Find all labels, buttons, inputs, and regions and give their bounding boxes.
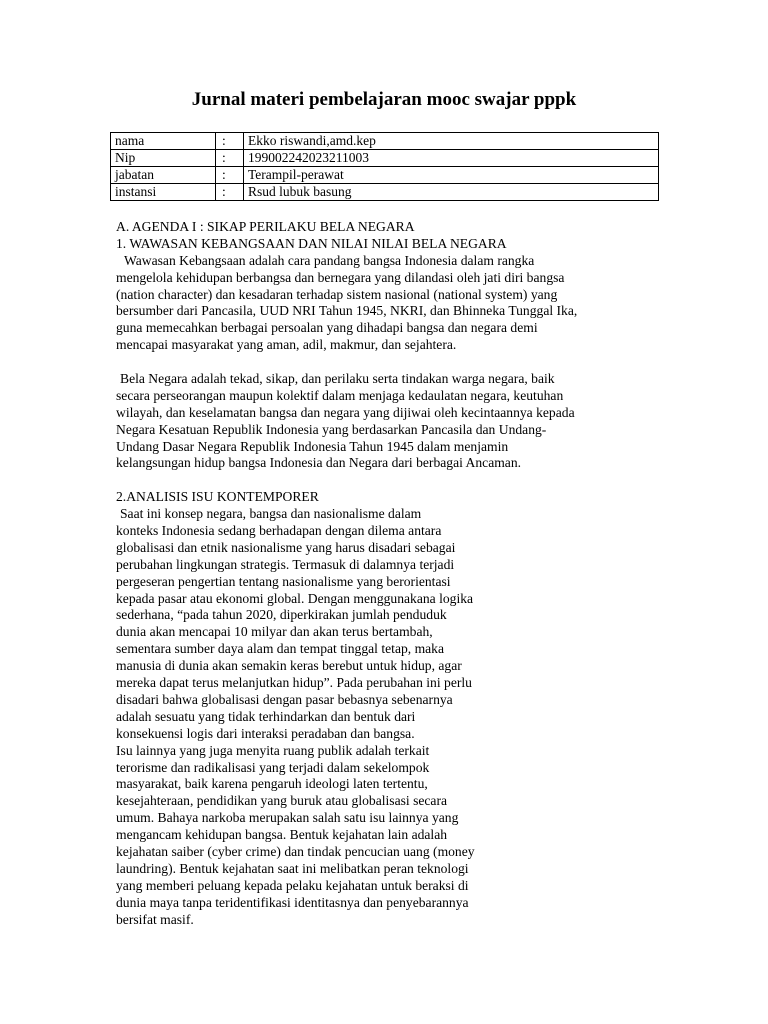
section-2-paragraph-2 [116, 743, 656, 929]
paragraph-line: dunia akan mencapai 10 milyar dan akan terus bertambah, [116, 624, 433, 640]
paragraph-line: Bela Negara adalah tekad, sikap, dan perilaku serta tindakan warga negara, baik [120, 371, 555, 387]
identity-table [110, 132, 659, 201]
identity-separator: : [216, 167, 244, 184]
paragraph-line: mengancam kehidupan bangsa. Bentuk kejahatan lain adalah [116, 827, 448, 843]
identity-row [111, 133, 659, 150]
identity-row [111, 150, 659, 167]
identity-label: jabatan [111, 167, 216, 184]
paragraph-line: mereka dapat terus melanjutkan hidup”. Pada perubahan ini perlu [116, 675, 472, 691]
paragraph-line: mencapai masyarakat yang aman, adil, makmur, dan sejahtera. [116, 337, 457, 353]
paragraph-line: sementara sumber daya alam dan tempat tinggal tetap, maka [116, 641, 445, 657]
paragraph-spacer [116, 472, 656, 489]
paragraph-line: Saat ini konsep negara, bangsa dan nasionalisme dalam [120, 506, 422, 522]
paragraph-line: terorisme dan radikalisasi yang terjadi dalam sekelompok [116, 759, 430, 775]
document-body [116, 219, 656, 928]
identity-separator: : [216, 133, 244, 150]
paragraph-line: umum. Bahaya narkoba merupakan salah satu isu lainnya yang [116, 810, 459, 826]
section-1-heading: 1. WAWASAN KEBANGSAAN DAN NILAI NILAI BELA NEGARA [116, 235, 507, 251]
paragraph-line: Wawasan Kebangsaan adalah cara pandang bangsa Indonesia dalam rangka [124, 252, 535, 268]
paragraph-line: Isu lainnya yang juga menyita ruang publik adalah terkait [116, 742, 430, 758]
paragraph-line: bersifat masif. [116, 911, 194, 927]
paragraph-line: yang memberi peluang kepada pelaku kejahatan untuk beraksi di [116, 877, 469, 893]
paragraph-line: kelangsungan hidup bangsa Indonesia dan Negara dari berbagai Ancaman. [116, 455, 522, 471]
paragraph-line: bersumber dari Pancasila, UUD NRI Tahun 1945, NKRI, dan Bhinneka Tunggal Ika, [116, 303, 578, 319]
paragraph-line: masyarakat, baik karena pengaruh ideologi laten tertentu, [116, 776, 428, 792]
paragraph-line: manusia di dunia akan semakin keras berebut untuk hidup, agar [116, 658, 462, 674]
paragraph-line: disadari bahwa globalisasi dengan pasar bebasnya sebenarnya [116, 691, 453, 707]
identity-separator: : [216, 150, 244, 167]
identity-separator: : [216, 184, 244, 201]
identity-table-body [111, 133, 659, 201]
paragraph-line: (nation character) dan kesadaran terhadap sistem nasional (national system) yang [116, 286, 558, 302]
paragraph-line: konteks Indonesia sedang berhadapan dengan dilema antara [116, 523, 442, 539]
identity-value: 199002242023211003 [244, 150, 659, 167]
identity-row [111, 167, 659, 184]
section-2-paragraph-1 [116, 506, 656, 742]
paragraph-spacer [116, 354, 656, 371]
paragraph-line: Negara Kesatuan Republik Indonesia yang berdasarkan Pancasila dan Undang- [116, 421, 547, 437]
identity-row [111, 184, 659, 201]
identity-label: nama [111, 133, 216, 150]
document-title: Jurnal materi pembelajaran mooc swajar pppk [191, 89, 577, 110]
paragraph-line: pergeseran pengertian tentang nasionalisme yang berorientasi [116, 573, 451, 589]
section-1-paragraph-2 [116, 371, 656, 472]
paragraph-line: kesejahteraan, pendidikan yang buruk atau globalisasi secara [116, 793, 448, 809]
paragraph-line: mengelola kehidupan berbangsa dan bernegara yang dilandasi oleh jati diri bangsa [116, 269, 565, 285]
paragraph-line: secara perseorangan maupun kolektif dalam menjaga kedaulatan negara, keutuhan [116, 387, 564, 403]
paragraph-line: kejahatan saiber (cyber crime) dan tindak pencucian uang (money [116, 843, 475, 859]
section-1-paragraph-1 [116, 253, 656, 354]
paragraph-line: sederhana, “pada tahun 2020, diperkirakan jumlah penduduk [116, 607, 447, 623]
paragraph-line: dunia maya tanpa teridentifikasi identitasnya dan penyebarannya [116, 894, 469, 910]
paragraph-line: konsekuensi logis dari interaksi peradaban dan bangsa. [116, 725, 415, 741]
identity-value: Ekko riswandi,amd.kep [244, 133, 659, 150]
paragraph-line: guna memecahkan berbagai persoalan yang dihadapi bangsa dan negara demi [116, 320, 538, 336]
section-2-heading: 2.ANALISIS ISU KONTEMPORER [116, 489, 319, 505]
identity-value: Rsud lubuk basung [244, 184, 659, 201]
paragraph-line: adalah sesuatu yang tidak terhindarkan dan bentuk dari [116, 708, 416, 724]
identity-value: Terampil-perawat [244, 167, 659, 184]
paragraph-line: Undang Dasar Negara Republik Indonesia Tahun 1945 dalam menjamin [116, 438, 509, 454]
paragraph-line: wilayah, dan keselamatan bangsa dan negara yang dijiwai oleh kecintaannya kepada [116, 404, 575, 420]
paragraph-line: perubahan lingkungan strategis. Termasuk di dalamnya terjadi [116, 556, 455, 572]
identity-label: Nip [111, 150, 216, 167]
paragraph-line: laundring). Bentuk kejahatan saat ini melibatkan peran teknologi [116, 860, 469, 876]
paragraph-line: kepada pasar atau ekonomi global. Dengan menggunakana logika [116, 590, 474, 606]
agenda-heading: A. AGENDA I : SIKAP PERILAKU BELA NEGARA [116, 219, 415, 234]
identity-label: instansi [111, 184, 216, 201]
paragraph-line: globalisasi dan etnik nasionalisme yang harus disadari sebagai [116, 539, 456, 555]
